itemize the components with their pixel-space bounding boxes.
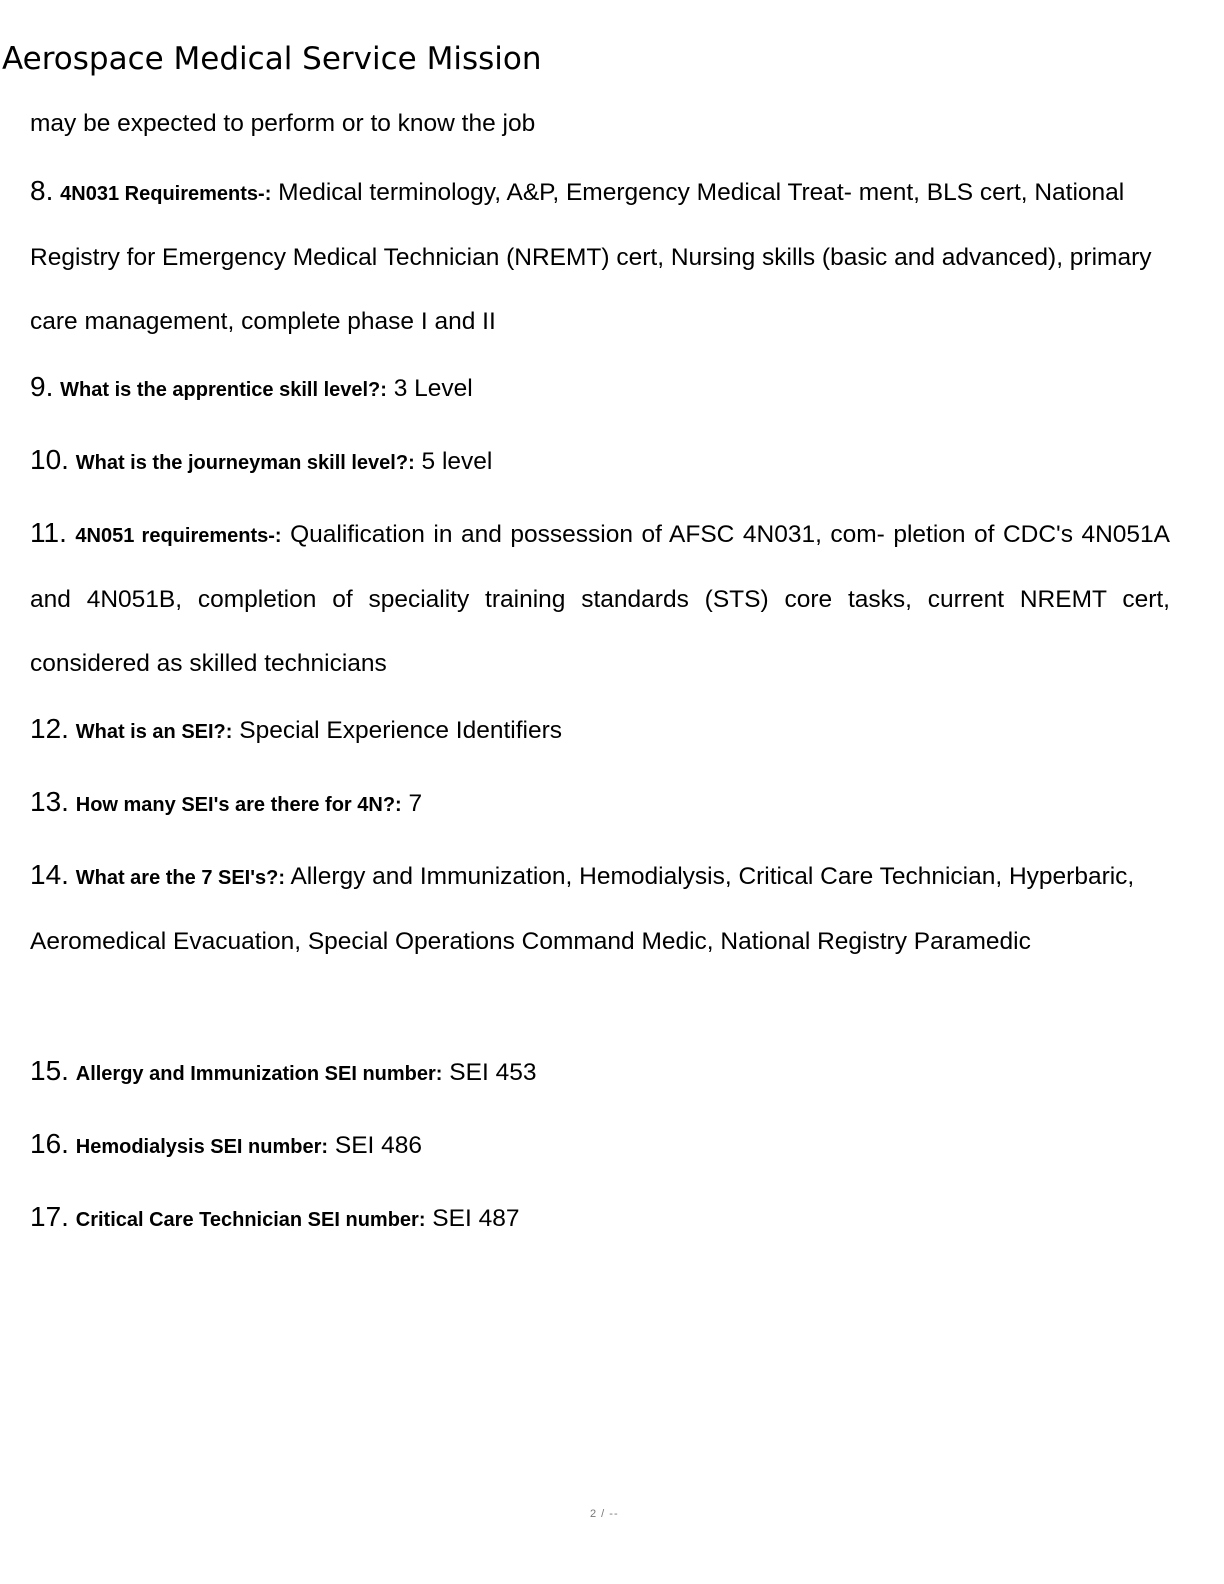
list-item-15 (30, 1039, 1170, 1106)
item-answer: Special Experience Identifiers (239, 717, 563, 744)
item-question: Critical Care Technician SEI number: (75, 1209, 426, 1231)
item-answer: SEI 453 (449, 1059, 537, 1086)
item-number: 13. (30, 786, 69, 817)
item-question: What is the journeyman skill level?: (75, 452, 415, 474)
item-question: Allergy and Immunization SEI number: (75, 1063, 443, 1085)
item-question: 4N031 Requirements-: (60, 183, 272, 205)
item-number: 8. (30, 175, 54, 206)
list-item-11 (30, 501, 1170, 696)
continuation-text: may be expected to perform or to know the job (30, 110, 536, 137)
item-number: 15. (30, 1055, 69, 1086)
list-item-14 (30, 843, 1170, 974)
list-item-10 (30, 428, 1170, 495)
page-title: Aerospace Medical Service Mission (2, 41, 542, 77)
list-item-8 (30, 159, 1170, 354)
item-answer: Qualification in and possession of AFSC 4N031, com- pletion of CDC's 4N051A and 4N051B, completion of speciality training standards (STS) core tasks, current NREMT cert, considered as skilled technicians (30, 521, 1171, 677)
list-item-12 (30, 697, 1170, 764)
item-number: 12. (30, 713, 69, 744)
item-answer: SEI 487 (432, 1205, 520, 1232)
item-number: 11. (30, 517, 67, 548)
item-answer: SEI 486 (334, 1132, 423, 1159)
list-item-17 (30, 1185, 1170, 1252)
item-question: How many SEI's are there for 4N?: (75, 794, 402, 816)
item-number: 16. (30, 1128, 69, 1159)
item-number: 17. (30, 1201, 69, 1232)
item-question: Hemodialysis SEI number: (75, 1136, 329, 1158)
item-question: 4N051 requirements-: (75, 525, 282, 547)
item-answer: Allergy and Immunization, Hemodialysis, Critical Care Technician, Hyperbaric, Aeromedical Evacuation, Special Operations Command Medic, National Registry Paramedic (30, 863, 1135, 955)
item-number: 9. (30, 371, 54, 402)
list-item-16 (30, 1112, 1170, 1179)
item-number: 14. (30, 859, 69, 890)
item-question: What are the 7 SEI's?: (75, 867, 285, 889)
item-number: 10. (30, 444, 69, 475)
item-answer: 5 level (421, 448, 493, 475)
list-item-13 (30, 770, 1170, 837)
item-answer: 7 (408, 790, 423, 817)
item-answer: Medical terminology, A&P, Emergency Medical Treat- ment, BLS cert, National Registry for Emergency Medical Technician (NREMT) cert, Nursing skills (basic and advanced), primary care management, complete phase I and II (30, 179, 1152, 335)
item-answer: 3 Level (393, 375, 473, 402)
page-number: 2 / -- (590, 1508, 619, 1520)
item-question: What is the apprentice skill level?: (60, 379, 387, 401)
item-question: What is an SEI?: (75, 721, 233, 743)
list-item-9 (30, 355, 1170, 422)
